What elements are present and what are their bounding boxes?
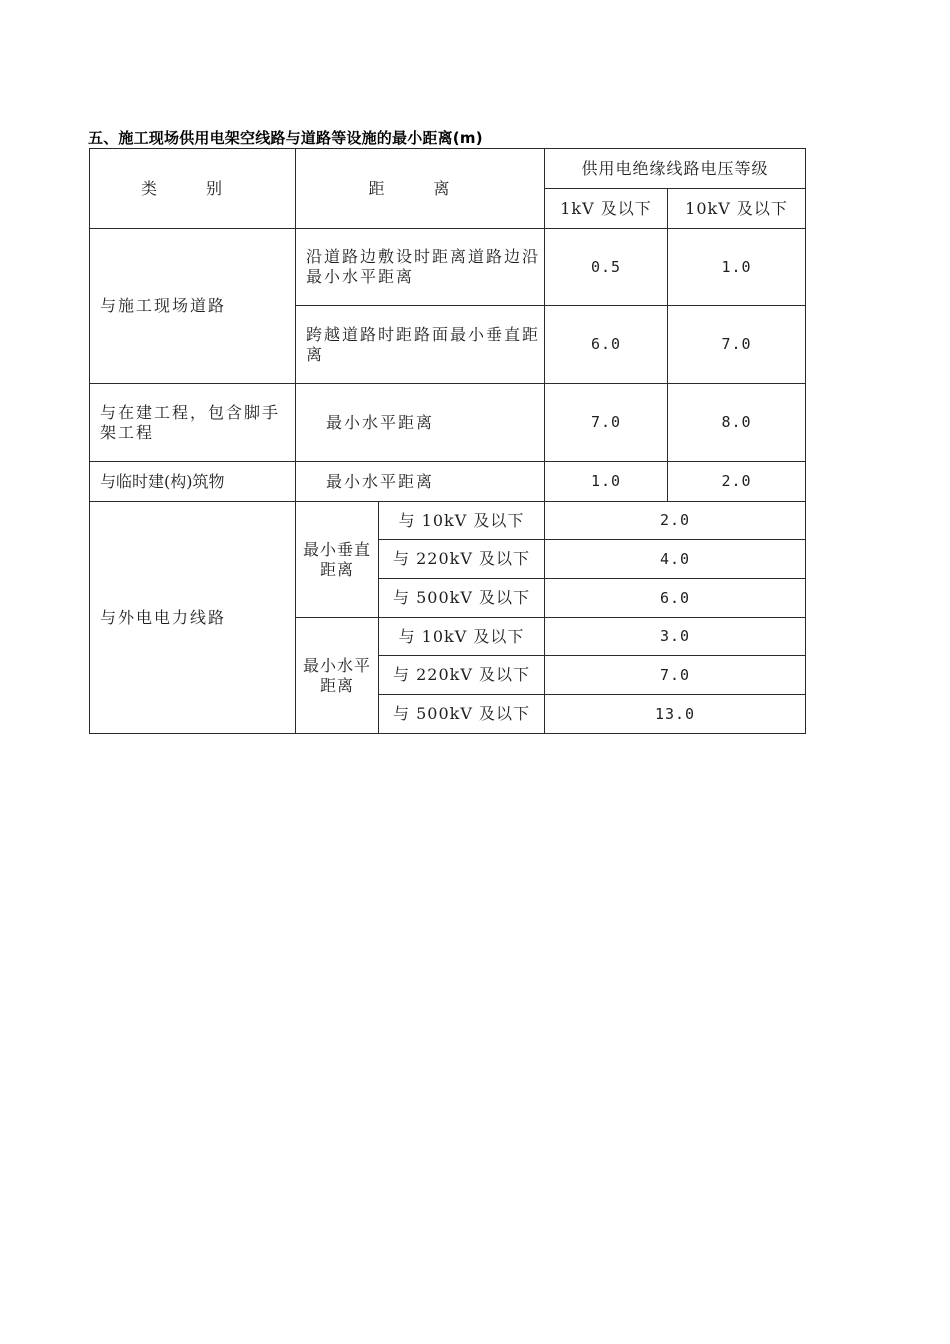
- category-power-lines: 与外电电力线路: [90, 502, 296, 734]
- header-voltage-group: 供用电绝缘线路电压等级: [545, 149, 806, 189]
- power-vertical-row-2-value: 4.0: [545, 540, 806, 579]
- power-vertical-label: 最小垂直距离: [296, 502, 379, 618]
- construction-v1: 7.0: [545, 384, 668, 462]
- road-row-2-label: 跨越道路时距路面最小垂直距离: [296, 306, 545, 384]
- power-horizontal-row-2-value: 7.0: [545, 656, 806, 695]
- road-row-1-v1: 0.5: [545, 229, 668, 306]
- power-horizontal-row-3-value: 13.0: [545, 695, 806, 734]
- category-temporary: 与临时建(构)筑物: [90, 462, 296, 502]
- construction-label: 最小水平距离: [296, 384, 545, 462]
- category-construction: 与在建工程，包含脚手架工程: [90, 384, 296, 462]
- road-row-1-v2: 1.0: [668, 229, 806, 306]
- power-horizontal-row-3-label: 与 500kV 及以下: [379, 695, 545, 734]
- power-vertical-row-1-value: 2.0: [545, 502, 806, 540]
- road-row-1-label: 沿道路边敷设时距离道路边沿最小水平距离: [296, 229, 545, 306]
- distance-table: [89, 148, 806, 734]
- temporary-v1: 1.0: [545, 462, 668, 502]
- header-voltage-10kv: 10kV 及以下: [668, 189, 806, 229]
- section-heading: 五、施工现场供用电架空线路与道路等设施的最小距离(m): [88, 129, 483, 147]
- power-horizontal-row-1-value: 3.0: [545, 618, 806, 656]
- header-category: 类 别: [90, 149, 296, 229]
- road-row-2-v2: 7.0: [668, 306, 806, 384]
- header-voltage-1kv: 1kV 及以下: [545, 189, 668, 229]
- power-horizontal-label: 最小水平距离: [296, 618, 379, 734]
- construction-v2: 8.0: [668, 384, 806, 462]
- road-row-2-v1: 6.0: [545, 306, 668, 384]
- power-horizontal-row-1-label: 与 10kV 及以下: [379, 618, 545, 656]
- power-horizontal-row-2-label: 与 220kV 及以下: [379, 656, 545, 695]
- temporary-label: 最小水平距离: [296, 462, 545, 502]
- header-distance: 距 离: [296, 149, 545, 229]
- power-vertical-row-1-label: 与 10kV 及以下: [379, 502, 545, 540]
- power-vertical-row-3-value: 6.0: [545, 579, 806, 618]
- temporary-v2: 2.0: [668, 462, 806, 502]
- power-vertical-row-2-label: 与 220kV 及以下: [379, 540, 545, 579]
- category-road: 与施工现场道路: [90, 229, 296, 384]
- power-vertical-row-3-label: 与 500kV 及以下: [379, 579, 545, 618]
